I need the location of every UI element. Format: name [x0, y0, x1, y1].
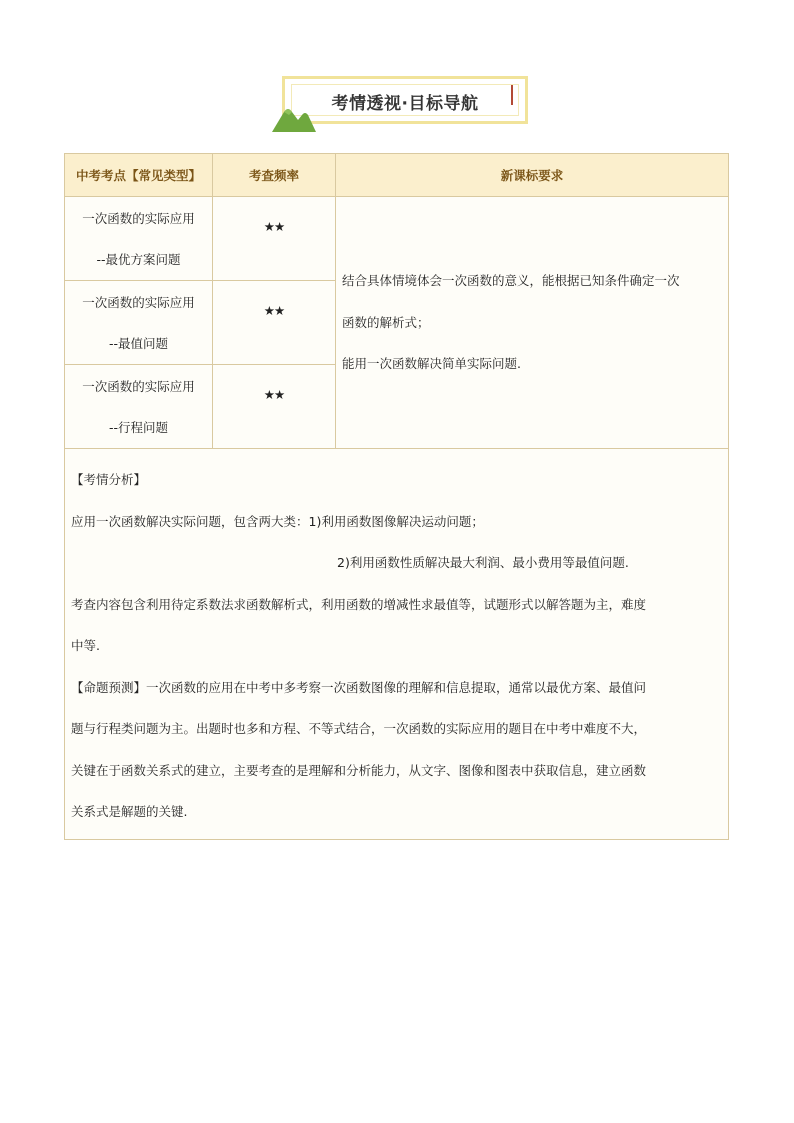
- banner-title: 考情透视·目标导航: [331, 94, 479, 114]
- prediction-line: 关系式是解题的关键.: [71, 804, 188, 819]
- type-cell: [65, 365, 213, 449]
- frequency-stars: ★★: [213, 365, 336, 449]
- analysis-line: 应用一次函数解决实际问题，包含两大类：1)利用函数图像解决运动问题；: [71, 513, 484, 529]
- type-title: 一次函数的实际应用: [82, 294, 195, 310]
- prediction-line: 【命题预测】一次函数的应用在中考中多考察一次函数图像的理解和信息提取，通常以最优方案、最值问: [71, 679, 647, 695]
- banner-corner-mark: [511, 85, 513, 105]
- exam-points-table: [64, 153, 729, 840]
- header-frequency: 考查频率: [213, 154, 336, 197]
- type-title: 一次函数的实际应用: [82, 210, 195, 226]
- analysis-heading: 【考情分析】: [71, 472, 147, 487]
- table-row: [65, 197, 729, 281]
- banner-frame: [282, 76, 528, 124]
- prediction-line: 关键在于函数关系式的建立，主要考查的是理解和分析能力，从文字、图像和图表中获取信息，建立函数: [71, 762, 647, 778]
- requirement-line: 函数的解析式；: [342, 314, 430, 330]
- requirement-cell: [336, 197, 729, 449]
- type-subtitle: --行程问题: [108, 419, 169, 435]
- type-subtitle: --最优方案问题: [96, 251, 181, 267]
- requirement-line: 结合具体情境体会一次函数的意义，能根据已知条件确定一次: [342, 273, 680, 288]
- analysis-line: 考查内容包含利用待定系数法求函数解析式，利用函数的增减性求最值等，试题形式以解答题为主，难度: [71, 596, 647, 612]
- analysis-line: 中等.: [71, 638, 100, 653]
- prediction-line: 题与行程类问题为主。出题时也多和方程、不等式结合，一次函数的实际应用的题目在中考中难度不大，: [71, 721, 647, 736]
- type-title: 一次函数的实际应用: [82, 378, 195, 394]
- type-subtitle: --最值问题: [108, 335, 169, 351]
- analysis-cell: [65, 449, 729, 840]
- table-header-row: [65, 154, 729, 197]
- requirement-line: 能用一次函数解决简单实际问题.: [342, 356, 521, 371]
- type-cell: [65, 197, 213, 281]
- header-exam-point: 中考考点【常见类型】: [65, 154, 213, 197]
- frequency-stars: ★★: [213, 197, 336, 281]
- mountain-icon: [272, 106, 316, 132]
- analysis-line: 2)利用函数性质解决最大利润、最小费用等最值问题.: [337, 555, 629, 570]
- frequency-stars: ★★: [213, 281, 336, 365]
- header-requirement: 新课标要求: [336, 154, 729, 197]
- type-cell: [65, 281, 213, 365]
- section-banner: [272, 72, 534, 134]
- analysis-row: [65, 449, 729, 840]
